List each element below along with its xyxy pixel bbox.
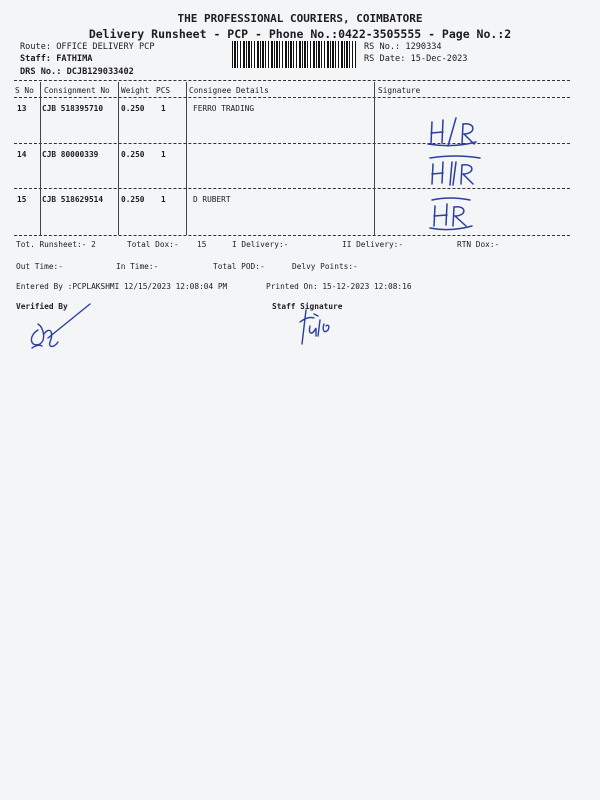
row-sno: 15 [17,195,27,204]
column-divider [118,82,119,235]
runsheet-subtitle: Delivery Runsheet - PCP - Phone No.:0422-3505555 - Page No.:2 [88,27,512,41]
drs-number: DRS No.: DCJB129033402 [20,67,134,77]
col-header-sno: S No [15,86,34,95]
table-header-rule [14,97,570,98]
total-dox-label: Total Dox:- [127,240,179,249]
entered-by: Entered By :PCPLAKSHMI 12/15/2023 12:08:04 PM [16,282,228,291]
row-consignment: CJB 518629514 [42,195,104,204]
column-divider [40,82,41,235]
row-weight: 0.250 [121,195,145,204]
staff-signature-label: Staff Signature [272,302,343,311]
row-consignment: CJB 80000339 [42,150,99,159]
total-dox-value: 15 [197,240,207,249]
row-pcs: 1 [161,150,166,159]
company-title: THE PROFESSIONAL COURIERS, COIMBATORE [177,12,423,25]
verified-by-label: Verified By [16,302,68,311]
column-divider [186,82,187,235]
verifier-signature [24,302,96,354]
staff-label: Staff: FATHIMA [20,54,93,64]
i-delivery: I Delivery:- [232,240,289,249]
column-divider [374,82,375,235]
col-header-consignment: Consignment No [44,86,110,95]
table-bottom-rule [14,235,570,236]
total-pod: Total POD:- [213,262,265,271]
col-header-weight: Weight [121,86,150,95]
handwritten-signature-hr [420,196,490,234]
out-time: Out Time:- [16,262,63,271]
barcode [232,41,356,68]
printed-on: Printed On: 15-12-2023 12:08:16 [266,282,412,291]
in-time: In Time:- [116,262,159,271]
row-consignee: D RUBERT [193,195,231,204]
delvy-points: Delvy Points:- [292,262,358,271]
col-header-pcs: PCS [156,86,171,95]
rs-number: RS No.: 1290334 [364,42,442,52]
rtn-dox: RTN Dox:- [457,240,500,249]
row-pcs: 1 [161,104,166,113]
col-header-consignee: Consignee Details [189,86,269,95]
rs-date: RS Date: 15-Dec-2023 [364,54,468,64]
row-sno: 14 [17,150,27,159]
table-top-rule [14,80,570,81]
staff-signature [294,308,338,348]
row-weight: 0.250 [121,104,145,113]
row-consignment: CJB 518395710 [42,104,104,113]
row-pcs: 1 [161,195,166,204]
handwritten-signature-hr [420,152,490,190]
route-label: Route: OFFICE DELIVERY PCP [20,42,155,52]
col-header-signature: Signature [378,86,421,95]
ii-delivery: II Delivery:- [342,240,404,249]
row-weight: 0.250 [121,150,145,159]
handwritten-signature-hr [418,110,488,150]
tot-runsheet: Tot. Runsheet:- 2 [16,240,96,249]
row-sno: 13 [17,104,27,113]
row-consignee: FERRO TRADING [193,104,255,113]
